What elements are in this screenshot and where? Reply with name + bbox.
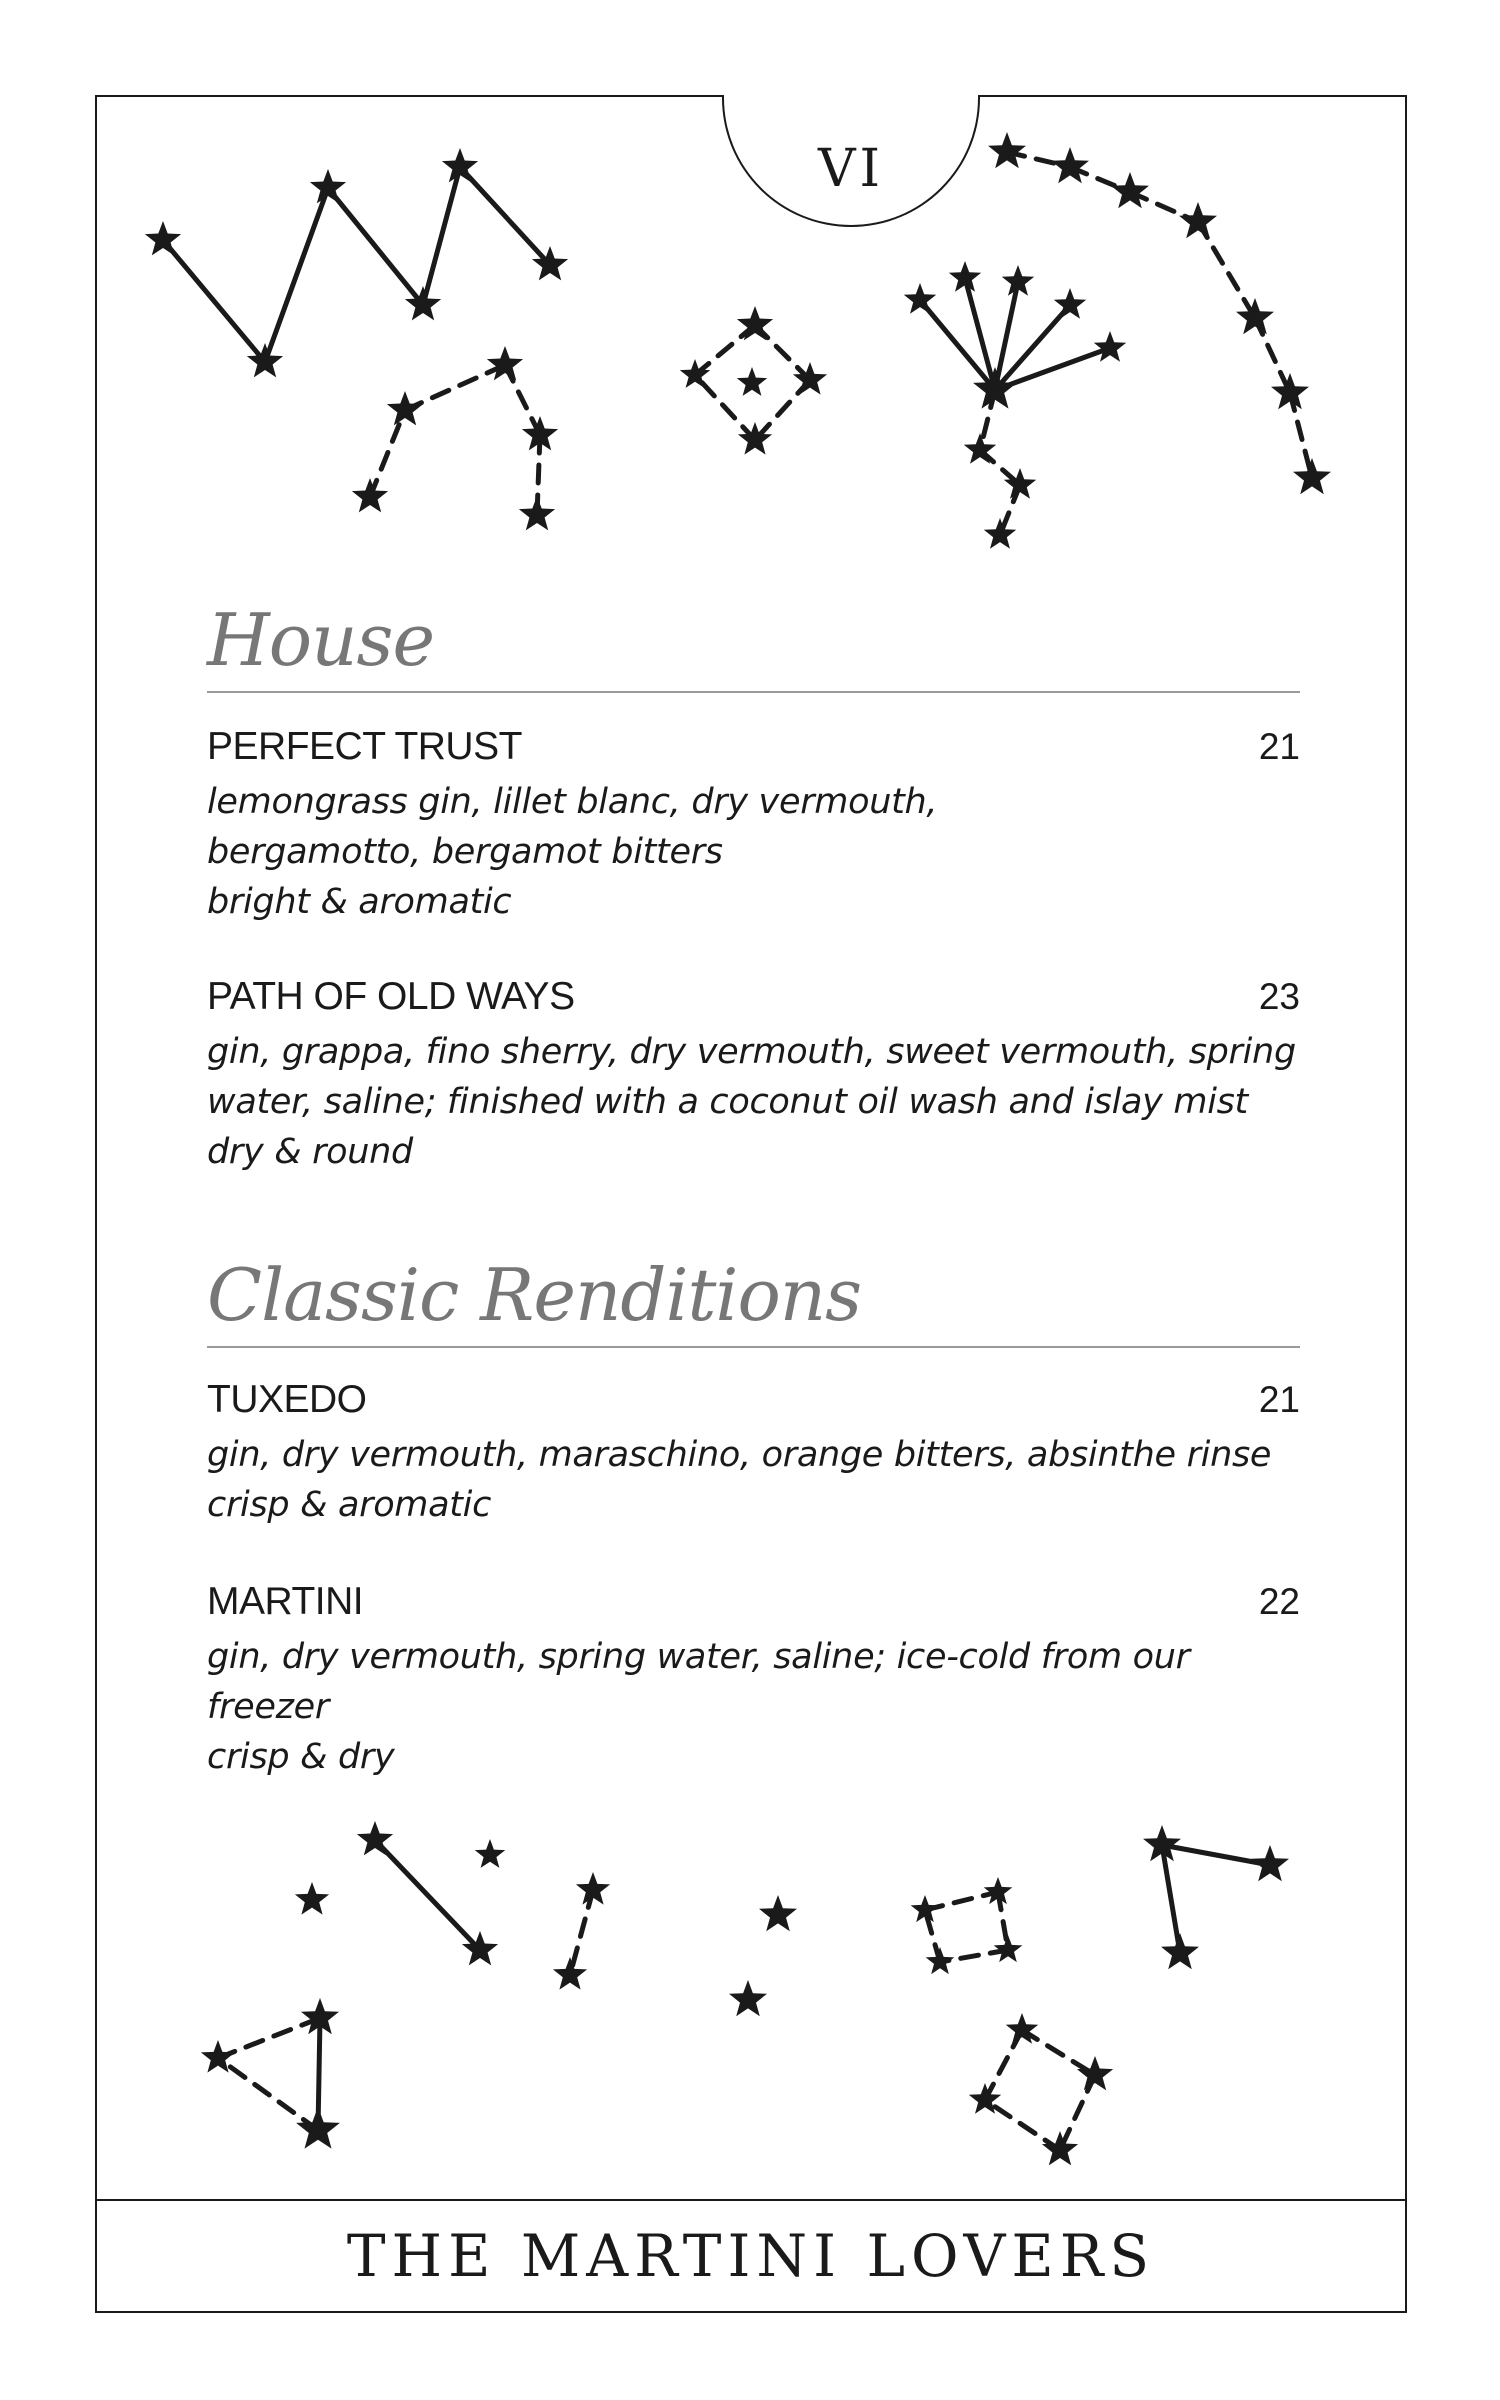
item-price: 23 xyxy=(1258,976,1300,1017)
menu-item xyxy=(207,1580,1300,1782)
menu-item xyxy=(207,975,1300,1177)
item-description: gin, grappa, fino sherry, dry vermouth, sweet vermouth, spring water, saline; finished with a coconut oil wash and islay mist xyxy=(207,1032,1296,1122)
item-name: TUXEDO xyxy=(207,1378,367,1421)
item-profile: bright & aromatic xyxy=(207,882,512,922)
item-profile: crisp & aromatic xyxy=(207,1485,492,1525)
menu-item xyxy=(207,1378,1300,1530)
item-price: 22 xyxy=(1258,1581,1300,1622)
section-classic-renditions xyxy=(207,1250,1300,1777)
item-name: PATH OF OLD WAYS xyxy=(207,975,575,1018)
item-description: gin, dry vermouth, maraschino, orange bitters, absinthe rinse xyxy=(207,1435,1272,1475)
item-price: 21 xyxy=(1258,726,1300,767)
item-description: lemongrass gin, lillet blanc, dry vermouth, bergamotto, bergamot bitters xyxy=(207,782,938,872)
item-price: 21 xyxy=(1258,1379,1300,1420)
footer-title: THE MARTINI LOVERS xyxy=(346,2222,1156,2290)
section-divider xyxy=(207,1346,1300,1348)
menu-card xyxy=(95,95,1407,2313)
footer-band xyxy=(97,2199,1405,2311)
item-description: gin, dry vermouth, spring water, saline; ice-cold from our freezer xyxy=(207,1637,1190,1727)
item-profile: dry & round xyxy=(207,1132,413,1172)
card-number: VI xyxy=(722,95,980,227)
item-name: PERFECT TRUST xyxy=(207,725,522,768)
menu-item xyxy=(207,725,1300,927)
section-heading: House xyxy=(207,598,435,682)
section-divider xyxy=(207,691,1300,693)
section-heading: Classic Renditions xyxy=(207,1253,862,1337)
item-profile: crisp & dry xyxy=(207,1737,395,1777)
item-name: MARTINI xyxy=(207,1580,364,1623)
section-house xyxy=(207,595,1300,1172)
